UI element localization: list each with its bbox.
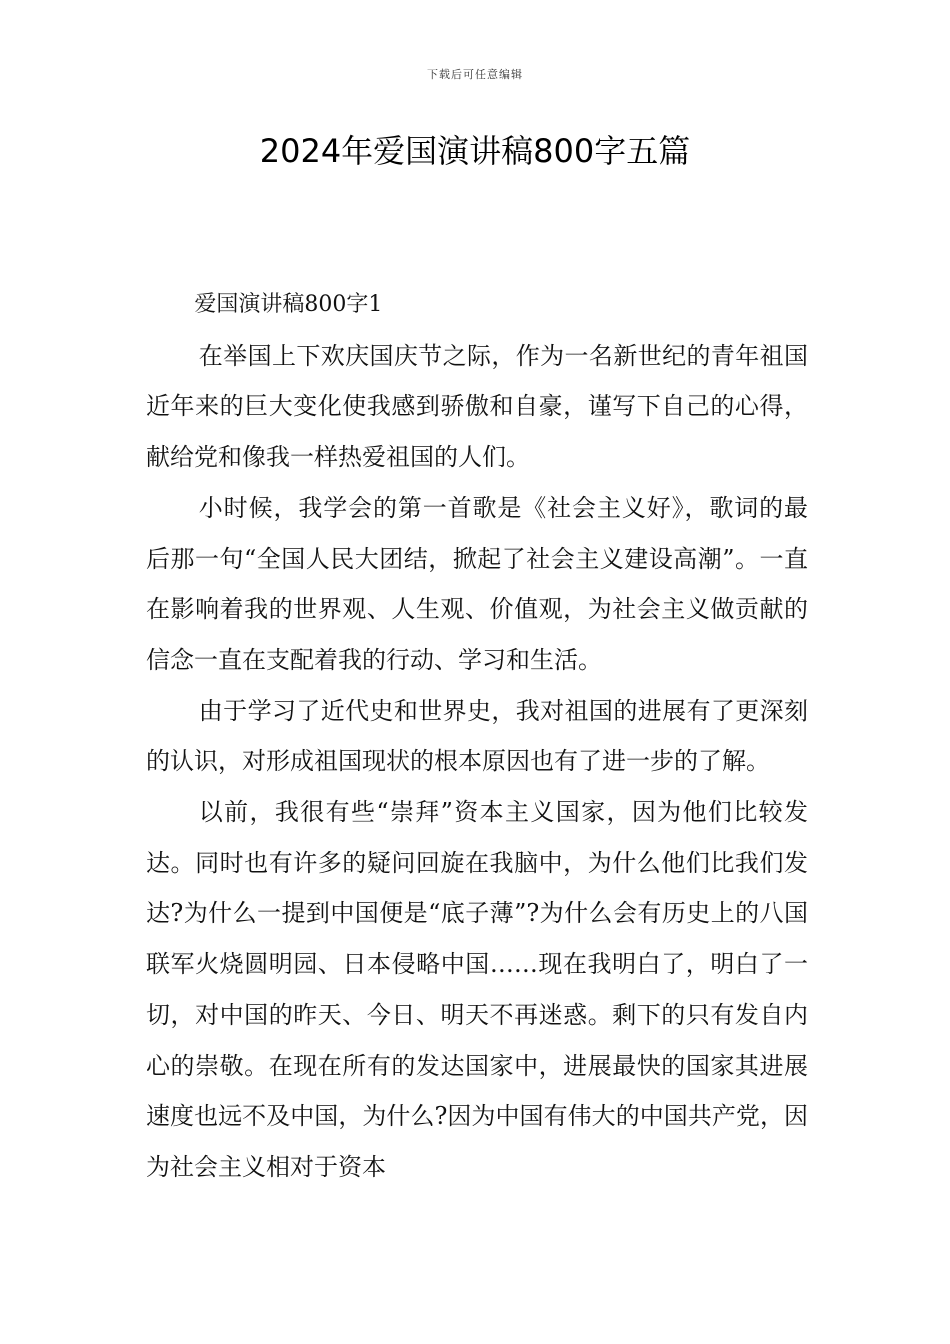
- paragraph-3: 由于学习了近代史和世界史，我对祖国的进展有了更深刻的认识，对形成祖国现状的根本原因也有了进一步的了解。: [146, 696, 808, 776]
- document-title: 2024年爱国演讲稿800字五篇: [259, 132, 691, 170]
- paragraph-1: 在举国上下欢庆国庆节之际，作为一名新世纪的青年祖国近年来的巨大变化使我感到骄傲和自豪，谨写下自己的心得，献给党和像我一样热爱祖国的人们。: [146, 341, 808, 472]
- paragraph-4: 以前，我很有些“崇拜”资本主义国家，因为他们比较发达。同时也有许多的疑问回旋在我脑中，为什么他们比我们发达?为什么一提到中国便是“底子薄”?为什么会有历史上的八国联军火烧圆明园、日本侵略中国……现在我明白了，明白了一切，对中国的昨天、今日、明天不再迷惑。剩下的只有发自内心的崇敬。在现在所有的发达国家中，进展最快的国家其进展速度也远不及中国，为什么?因为中国有伟大的中国共产党，因为社会主义相对于资本: [146, 798, 808, 1181]
- paragraph-2: 小时候，我学会的第一首歌是《社会主义好》，歌词的最后那一句“全国人民大团结，掀起了社会主义建设高潮”。一直在影响着我的世界观、人生观、价值观，为社会主义做贡献的信念一直在支配着我的行动、学习和生活。: [146, 493, 808, 674]
- document-body: [146, 280, 808, 1193]
- section-heading: 爱国演讲稿800字1: [194, 292, 383, 317]
- header-note: 下载后可任意编辑: [427, 68, 523, 81]
